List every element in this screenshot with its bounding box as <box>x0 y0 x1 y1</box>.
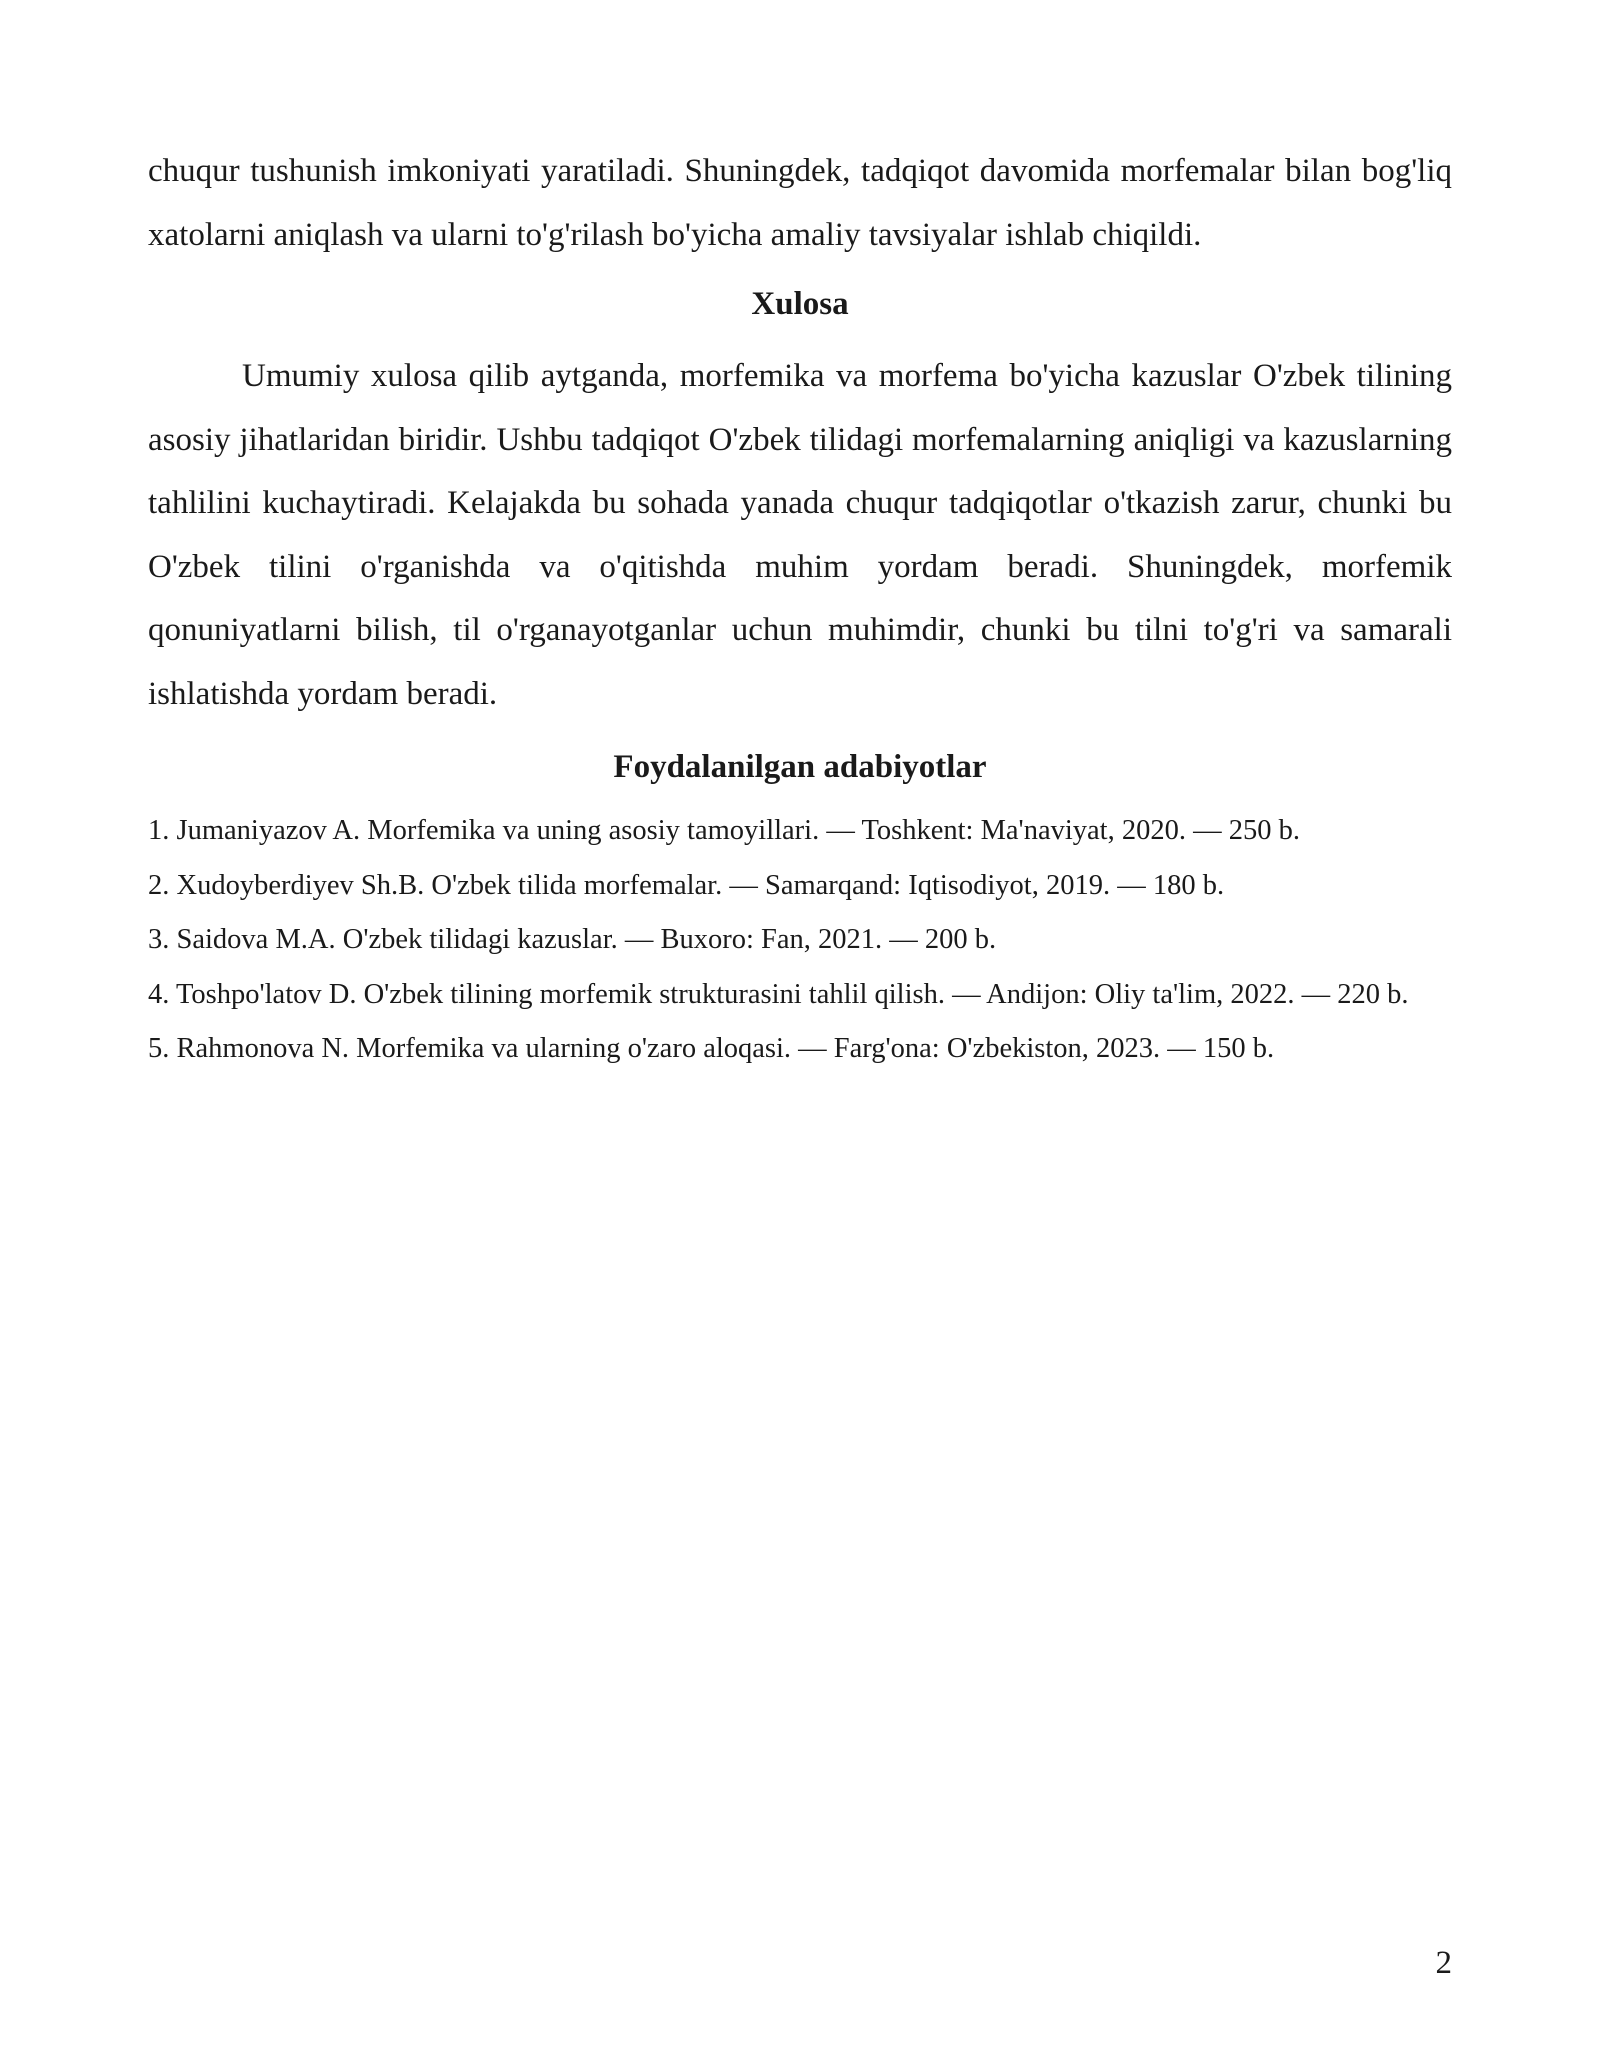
reference-item: 3. Saidova M.A. O'zbek tilidagi kazuslar. — Buxoro: Fan, 2021. — 200 b. <box>148 924 997 955</box>
page-number: 2 <box>1435 1945 1452 1981</box>
references-list <box>148 804 1452 1077</box>
reference-item: 2. Xudoyberdiyev Sh.B. O'zbek tilida morfemalar. — Samarqand: Iqtisodiyot, 2019. — 180 b. <box>148 869 1225 901</box>
intro-paragraph: chuqur tushunish imkoniyati yaratiladi. Shuningdek, tadqiqot davomida morfemalar bilan bog'liq xatolarni aniqlash va ularni to'g'rilash bo'yicha amaliy tavsiyalar ishlab chiqildi. <box>148 153 1452 253</box>
references-heading: Foydalanilgan adabiyotlar <box>613 749 987 785</box>
conclusion-heading: Xulosa <box>751 286 849 322</box>
reference-item: 5. Rahmonova N. Morfemika va ularning o'zaro aloqasi. — Farg'ona: O'zbekiston, 2023. — 150 b. <box>148 1033 1275 1064</box>
document-page <box>148 140 1452 1077</box>
conclusion-paragraph: Umumiy xulosa qilib aytganda, morfemika va morfema bo'yicha kazuslar O'zbek tilining asosiy jihatlaridan biridir. Ushbu tadqiqot O'zbek tilidagi morfemalarning aniqligi va kazuslarning tahlilini kuchaytiradi. Kelajakda bu sohada yanada chuqur tadqiqotlar o'tkazish zarur, chunki bu O'zbek tilini o'rganishda va o'qitishda muhim yordam beradi. Shuningdek, morfemik qonuniyatlarni bilish, til o'rganayotganlar uchun muhimdir, chunki bu tilni to'g'ri va samarali ishlatishda yordam beradi. <box>148 358 1452 712</box>
reference-item: 4. Toshpo'latov D. O'zbek tilining morfemik strukturasini tahlil qilish. — Andijon: Oliy ta'lim, 2022. — 220 b. <box>148 978 1409 1010</box>
reference-item: 1. Jumaniyazov A. Morfemika va uning asosiy tamoyillari. — Toshkent: Ma'naviyat, 2020. — 250 b. <box>148 815 1300 846</box>
